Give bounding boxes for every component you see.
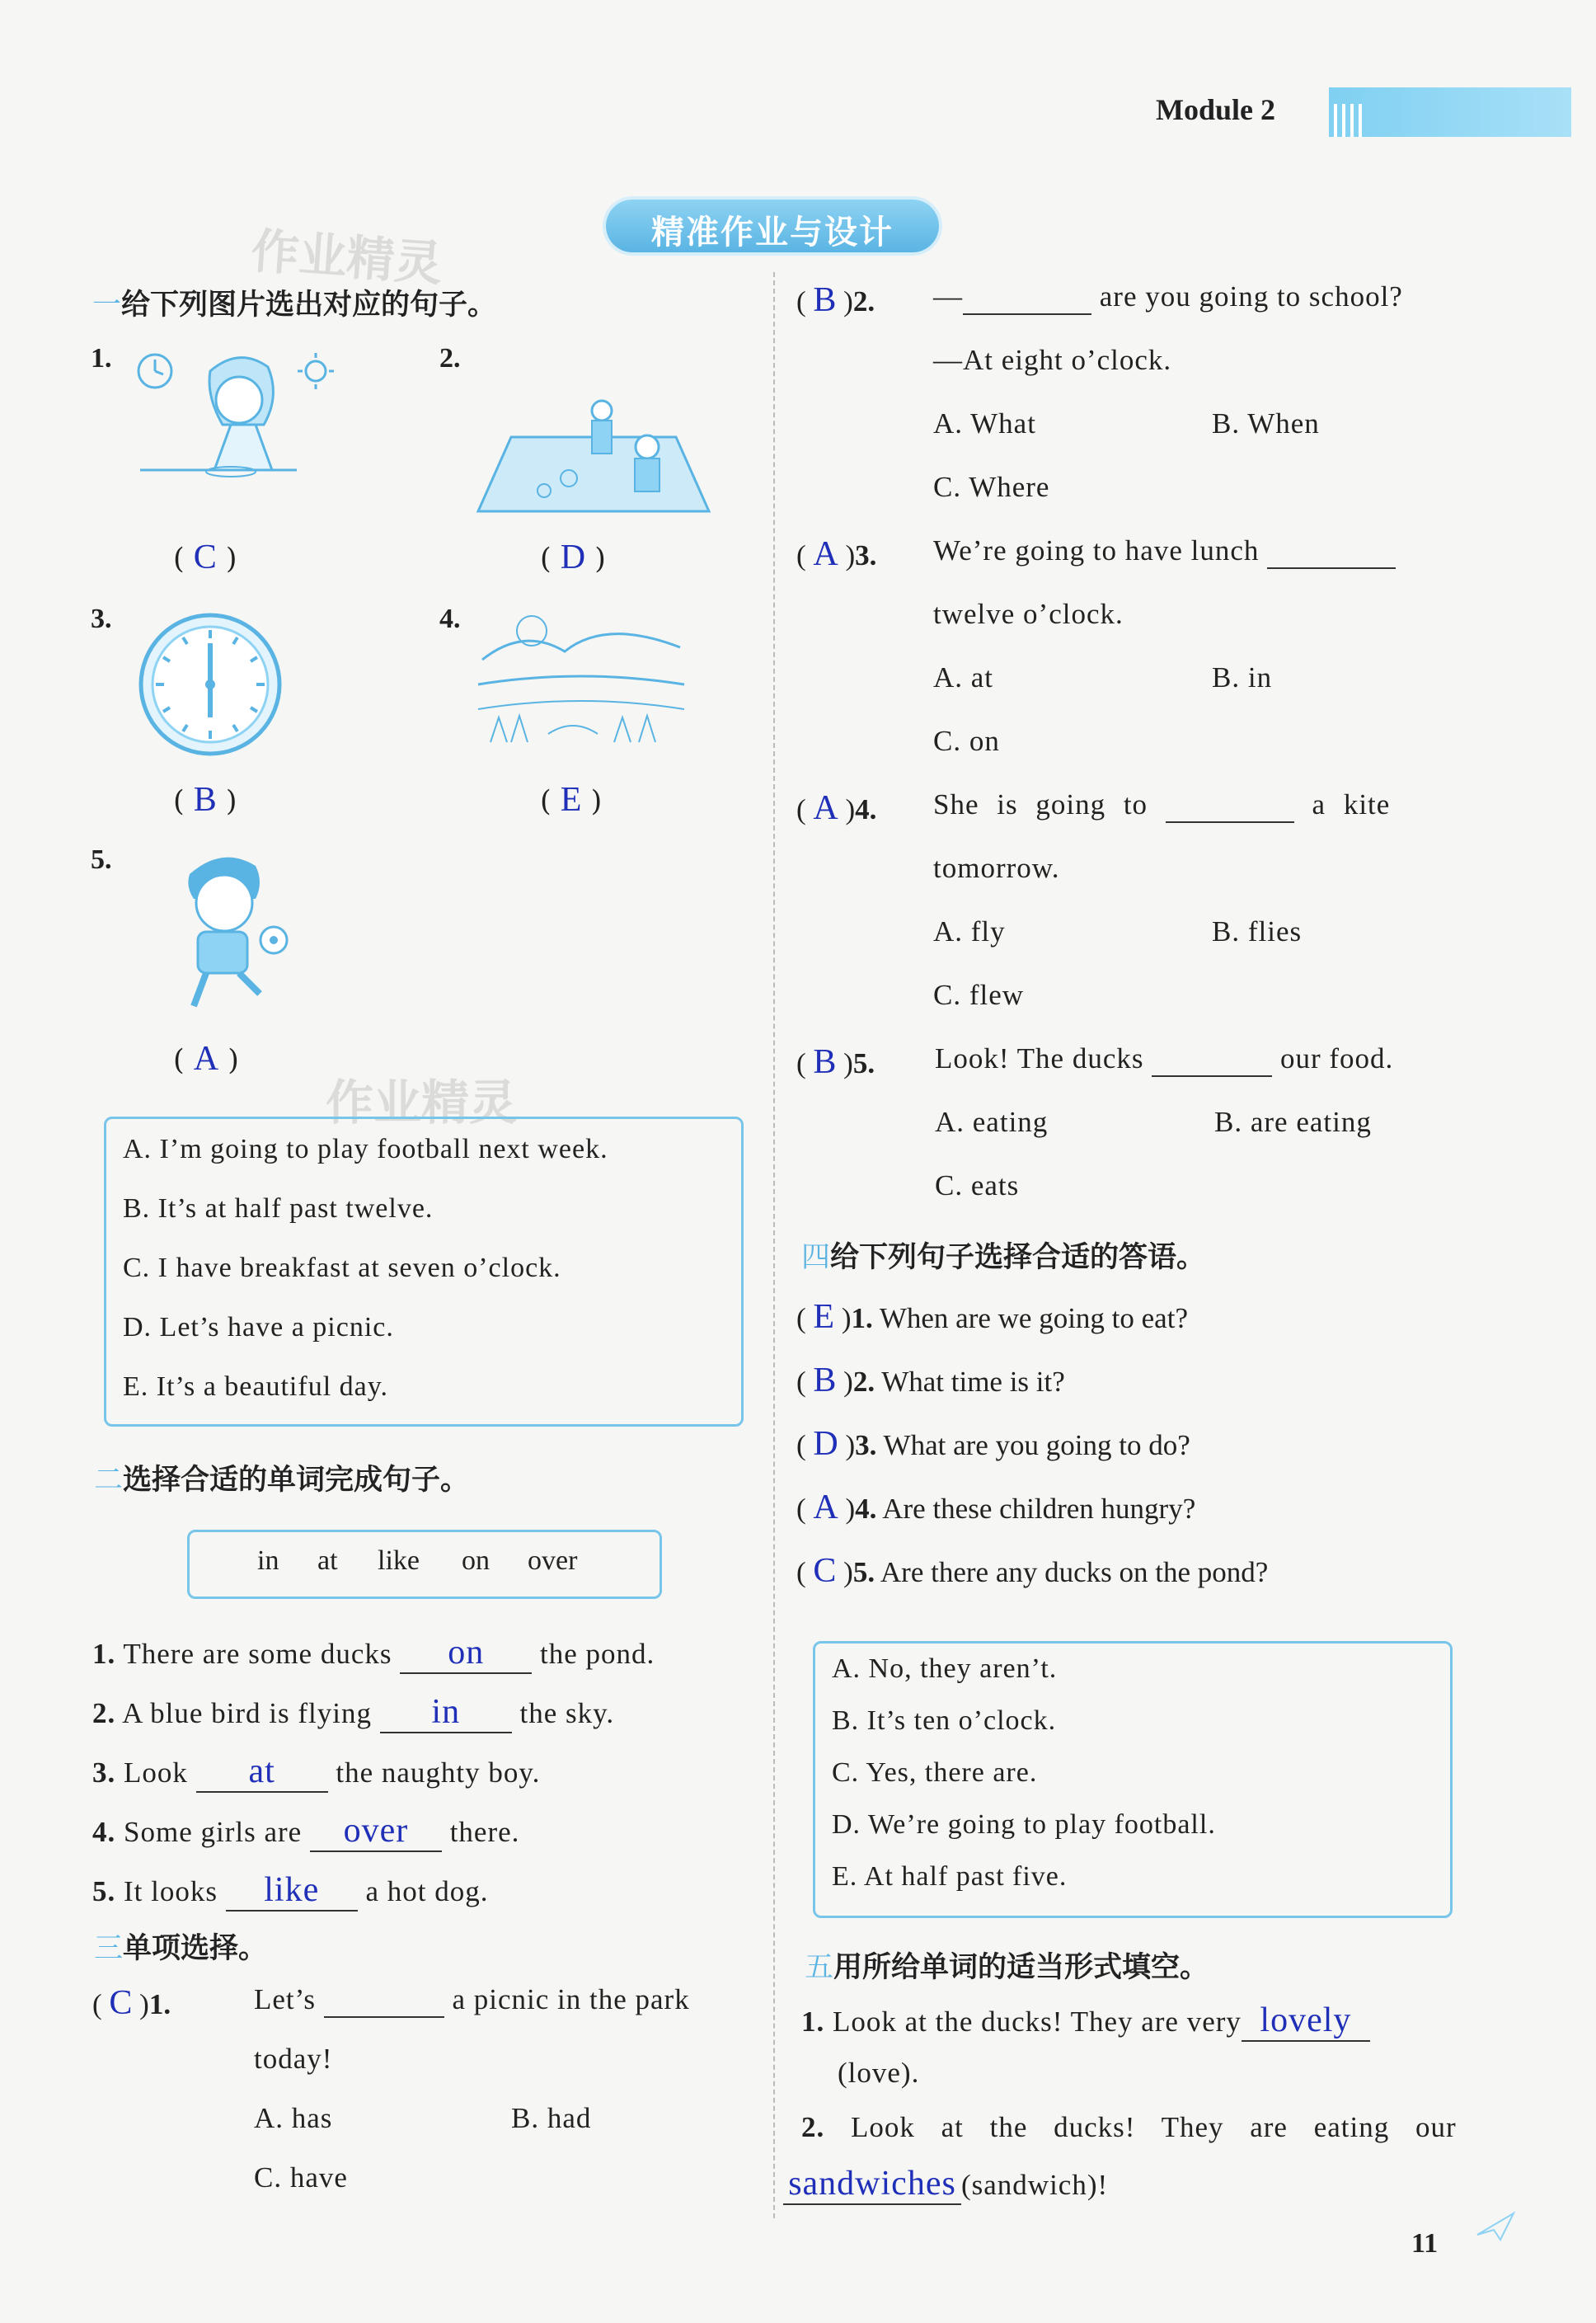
answer: C — [813, 1552, 837, 1590]
item-number: 4. — [855, 793, 877, 825]
answer: A — [813, 535, 838, 573]
match-item: ( D )3. What are you going to do? — [796, 1425, 1190, 1463]
answer: B — [813, 281, 837, 319]
fill-sentence — [92, 1811, 519, 1852]
option: A. fly — [933, 915, 1006, 948]
answer: D — [560, 538, 586, 576]
fill-sentence — [92, 1692, 614, 1733]
landscape-picture — [474, 610, 688, 750]
header-bars — [1334, 104, 1367, 137]
sentence-part: Look at the ducks! They are eating our — [851, 2111, 1457, 2143]
question-line — [933, 280, 1403, 315]
section-number: 五 — [805, 1951, 834, 1984]
form-question — [801, 2001, 1370, 2042]
picture-number: 1. — [91, 343, 112, 374]
option-text: B. It’s ten o’clock. — [832, 1705, 1057, 1736]
item-number: 1. — [851, 1302, 873, 1334]
answer-blank — [324, 1983, 444, 2018]
picture-number: 5. — [91, 844, 112, 875]
answer-paren: ( A )3. — [796, 535, 877, 573]
sentence-part: the pond. — [540, 1638, 655, 1670]
question-line: tomorrow. — [933, 852, 1060, 884]
watermark: 作业精灵 — [249, 222, 444, 292]
section1-heading — [92, 282, 496, 323]
option: C. flew — [933, 979, 1025, 1011]
option-text: C. Yes, there are. — [832, 1757, 1038, 1788]
answer: like — [264, 1871, 320, 1909]
banner — [606, 200, 939, 252]
column-divider — [773, 272, 775, 2218]
answer: E — [560, 781, 582, 819]
match-item: ( E )1. When are we going to eat? — [796, 1298, 1188, 1336]
section-title: 选择合适的单词完成句子。 — [123, 1464, 470, 1497]
option: C. have — [254, 2161, 348, 2194]
word-bank — [187, 1530, 662, 1599]
answer: B — [193, 781, 217, 819]
section2-heading — [94, 1457, 469, 1498]
match-item: ( A )4. Are these children hungry? — [796, 1488, 1196, 1526]
form-question-cont — [783, 2164, 1108, 2205]
paper-plane-icon — [1476, 2210, 1517, 2243]
option: B. are eating — [1214, 1106, 1372, 1138]
answer: B — [813, 1361, 837, 1399]
fill-sentence — [92, 1633, 655, 1674]
item-number: 2. — [801, 2111, 825, 2143]
option: C. on — [933, 725, 1000, 757]
question-line: today! — [254, 2043, 333, 2075]
question-line — [933, 534, 1396, 569]
option: B. flies — [1212, 915, 1303, 948]
picture-number: 2. — [439, 343, 461, 374]
sentence-part: Some girls are — [124, 1816, 303, 1848]
section-number: 四 — [801, 1241, 831, 1274]
question-text: When are we going to eat? — [879, 1302, 1188, 1334]
option: A. has — [254, 2102, 333, 2134]
answer-paren: ( E ) — [540, 781, 603, 819]
option: A. eating — [935, 1106, 1049, 1138]
answer: D — [813, 1425, 838, 1463]
item-number: 1. — [92, 1638, 116, 1670]
word: like — [378, 1545, 420, 1576]
sentence-part: She is going to — [933, 788, 1148, 821]
match-item: ( B )2. What time is it? — [796, 1361, 1065, 1399]
question-text: Are there any ducks on the pond? — [880, 1556, 1269, 1588]
option: C. Where — [933, 471, 1050, 503]
question-text: What are you going to do? — [883, 1429, 1190, 1461]
sentence-part: Look at the ducks! They are very — [833, 2006, 1242, 2038]
sentence-part: are you going to school? — [1099, 280, 1403, 313]
word: at — [317, 1545, 338, 1576]
section4-heading — [801, 1234, 1205, 1276]
answer-blank — [196, 1752, 328, 1793]
answer-paren: ( B )5. — [796, 1043, 875, 1081]
item-number: 4. — [92, 1816, 116, 1848]
sentence-part: We’re going to have lunch — [933, 534, 1260, 567]
option-text: A. No, they aren’t. — [832, 1653, 1058, 1684]
sentence-part: the sky. — [519, 1697, 615, 1729]
section5-heading — [805, 1944, 1209, 1986]
word: in — [257, 1545, 279, 1576]
sentence-part: a hot dog. — [365, 1875, 489, 1907]
option-text: C. I have breakfast at seven o’clock. — [123, 1253, 561, 1283]
module-label: Module 2 — [1156, 93, 1276, 126]
section-title: 给下列句子选择合适的答语。 — [830, 1241, 1206, 1274]
sentence-part: our food. — [1279, 1042, 1394, 1075]
section-number: 三 — [94, 1932, 124, 1965]
item-number: 5. — [852, 1047, 875, 1079]
answer-blank — [1242, 2001, 1370, 2042]
item-number: 2. — [852, 285, 875, 317]
question-line — [935, 1042, 1393, 1077]
question-line: twelve o’clock. — [933, 598, 1124, 630]
answer: on — [448, 1634, 485, 1672]
answer-blank — [1152, 1042, 1272, 1077]
option-text: D. Let’s have a picnic. — [123, 1312, 394, 1343]
word: on — [462, 1545, 490, 1576]
page-number: 11 — [1411, 2228, 1439, 2259]
sentence-part: Look! The ducks — [935, 1042, 1144, 1075]
picture-number: 3. — [91, 604, 112, 634]
answer: C — [109, 1984, 133, 2022]
option-text: A. I’m going to play football next week. — [123, 1134, 608, 1164]
option: A. What — [933, 407, 1036, 440]
boy-football-picture — [165, 849, 297, 1014]
item-number: 4. — [855, 1493, 877, 1525]
option: C. eats — [935, 1169, 1020, 1201]
item-number: 1. — [801, 2006, 825, 2038]
answer-blank — [1166, 788, 1294, 823]
answer: B — [813, 1043, 837, 1081]
question-line — [254, 1983, 690, 2018]
sentence-part: there. — [449, 1816, 520, 1848]
form-question — [801, 2111, 1457, 2144]
item-number: 2. — [852, 1366, 875, 1398]
options-box — [104, 1117, 744, 1427]
answer-blank — [783, 2164, 961, 2205]
sentence-part: It looks — [124, 1875, 218, 1907]
word: over — [528, 1545, 578, 1576]
fill-sentence — [92, 1752, 540, 1793]
answer-blank — [400, 1633, 532, 1674]
option: A. at — [933, 661, 994, 694]
answer-paren: ( A )4. — [796, 789, 877, 827]
hint: (love). — [838, 2057, 920, 2089]
sentence-part: a picnic in the park — [452, 1983, 690, 2015]
item-number: 5. — [852, 1556, 875, 1588]
answer-paren: ( C )1. — [92, 1984, 171, 2022]
answer: at — [248, 1752, 275, 1790]
fill-sentence — [92, 1870, 489, 1912]
option-text: B. It’s at half past twelve. — [123, 1193, 434, 1224]
section3-heading — [94, 1926, 267, 1967]
sentence-part: There are some ducks — [123, 1638, 392, 1670]
item-number: 3. — [855, 1429, 877, 1461]
girl-breakfast-picture — [132, 346, 346, 495]
answer-blank — [226, 1870, 358, 1912]
answer: in — [431, 1693, 461, 1731]
answer: A — [813, 789, 838, 827]
answer: C — [193, 538, 217, 576]
section-title: 给下列图片选出对应的句子。 — [121, 289, 497, 322]
answer-blank — [380, 1692, 512, 1733]
item-number: 2. — [92, 1697, 116, 1729]
section-number: 一 — [92, 289, 122, 322]
option: B. had — [511, 2102, 592, 2134]
answer-paren: ( B )2. — [796, 281, 875, 319]
section-title: 单项选择。 — [123, 1932, 268, 1965]
answer-paren: ( A ) — [173, 1040, 239, 1078]
watermark: 作业精灵 — [326, 1075, 518, 1131]
answer: A — [813, 1488, 838, 1526]
clock-picture — [136, 610, 284, 759]
hint: (sandwich)! — [961, 2169, 1109, 2201]
section-title: 用所给单词的适当形式填空。 — [833, 1951, 1209, 1984]
option-text: E. It’s a beautiful day. — [123, 1371, 389, 1402]
sentence-part: — — [933, 280, 963, 313]
question-text: Are these children hungry? — [882, 1493, 1196, 1525]
picture-number: 4. — [439, 604, 461, 634]
answer-blank — [963, 280, 1091, 315]
sentence-part: the naughty boy. — [336, 1756, 541, 1789]
answers-box — [813, 1641, 1453, 1918]
match-item: ( C )5. Are there any ducks on the pond? — [796, 1552, 1269, 1590]
sentence-part: a kite — [1312, 788, 1391, 821]
item-number: 5. — [92, 1875, 116, 1907]
answer-paren: ( D ) — [540, 538, 606, 576]
item-number: 1. — [148, 1988, 171, 2020]
answer-blank — [1267, 534, 1396, 569]
option-text: D. We’re going to play football. — [832, 1809, 1216, 1840]
question-line — [933, 788, 1390, 823]
question-text: What time is it? — [881, 1366, 1065, 1398]
answer: sandwiches — [788, 2165, 956, 2203]
answer: over — [343, 1812, 409, 1850]
option-text: E. At half past five. — [832, 1861, 1068, 1892]
banner-title: 精准作业与设计 — [651, 214, 894, 252]
item-number: 3. — [855, 539, 877, 571]
answer-paren: ( C ) — [173, 538, 237, 576]
item-number: 3. — [92, 1756, 116, 1789]
sentence-part: Let’s — [254, 1983, 316, 2015]
answer-blank — [310, 1811, 442, 1852]
answer: lovely — [1260, 2001, 1352, 2039]
sentence-part: A blue bird is flying — [122, 1697, 373, 1729]
section-number: 二 — [94, 1464, 124, 1497]
answer-paren: ( B ) — [173, 781, 237, 819]
picnic-picture — [470, 396, 709, 520]
option: B. When — [1212, 407, 1320, 440]
answer: A — [193, 1040, 219, 1078]
option: B. in — [1212, 661, 1273, 694]
sentence-part: Look — [124, 1756, 188, 1789]
answer: E — [813, 1298, 835, 1336]
question-line: —At eight o’clock. — [933, 344, 1172, 376]
